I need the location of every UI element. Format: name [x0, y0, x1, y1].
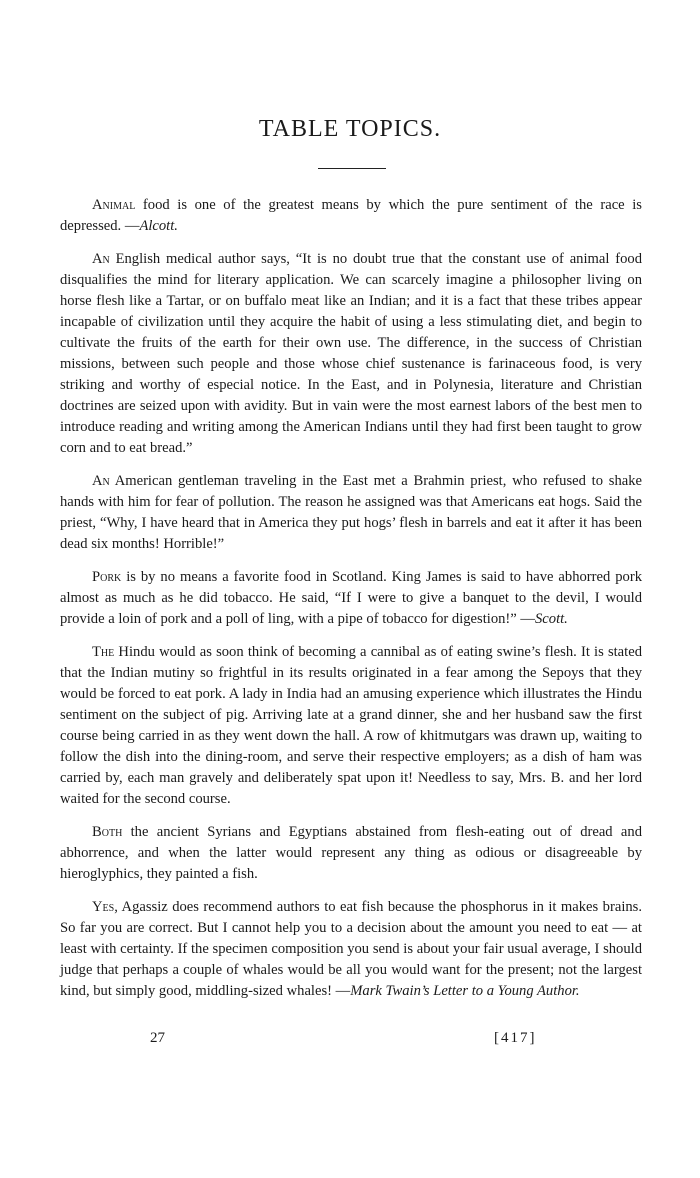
- paragraph-lead: Yes: [92, 899, 115, 915]
- paragraph-text: Hindu would as soon think of becoming a cannibal as of eating swine’s flesh. It is stated that the Indian mutiny so frightful in its results originated in a fear among the Sepoys that they would be forced to eat pork. A lady in India had an amusing experience which illustrates the Hindu sentiment on the subject of pig. Arriving late at a grand dinner, she and her husband saw the first course being carried in as they went down the hall. A row of khitmutgars was drawn up, waiting to follow the dish into the dining-room, and serve their respective employers; as a dish of ham was carried by, each man gravely and deliberately spat upon it! Needless to say, Mrs. B. and her lord waited for the second course.: [60, 644, 642, 807]
- paragraph-citation: Scott.: [535, 611, 568, 627]
- paragraph-citation: Mark Twain’s Letter to a Young Author.: [350, 983, 580, 999]
- paragraph-lead: Animal: [92, 197, 136, 213]
- paragraph-citation: Alcott.: [139, 218, 178, 234]
- paragraph-animal-food: [60, 195, 642, 237]
- paragraph-hindu: [60, 642, 642, 810]
- paragraph-text: is by no means a favorite food in Scotland. King James is said to have abhorred pork almost as much as he did tobacco. He said, “If I were to give a banquet to the devil, I would provide a loin of pork and a poll of ling, with a pipe of tobacco for digestion!” —: [60, 569, 642, 627]
- paragraph-text: , Agassiz does recommend authors to eat fish because the phosphorus in it makes brains. So far you are correct. But I cannot help you to a decision about the amount you need to eat — at least with certainty. If the specimen composition you send is about your fair usual average, I should judge that perhaps a couple of whales would be all you would want for the present; not the largest kind, but simply good, middling-sized whales! —: [60, 899, 642, 999]
- page-footer: [0, 1030, 700, 1054]
- paragraph-english-author: [60, 249, 642, 459]
- paragraph-text: American gentleman traveling in the East met a Brahmin priest, who refused to shake hands with him for fear of pollution. The reason he assigned was that Americans eat hogs. Said the priest, “Why, I have heard that in America they put hogs’ flesh in barrels and eat it after it has been dead six months! Horrible!”: [60, 473, 642, 552]
- page-number: 27: [150, 1030, 165, 1046]
- paragraph-syrians-egyptians: [60, 822, 642, 885]
- paragraph-text: food is one of the greatest means by which the pure sentiment of the race is depressed. —: [60, 197, 642, 234]
- paragraph-agassiz: [60, 897, 642, 1002]
- paragraph-lead: Both: [92, 824, 123, 840]
- paragraph-brahmin-priest: [60, 471, 642, 555]
- paragraph-lead: An: [92, 473, 110, 489]
- paragraph-lead: The: [92, 644, 115, 660]
- paragraph-lead: An: [92, 251, 110, 267]
- title-rule: [318, 168, 386, 169]
- page-title: TABLE TOPICS.: [258, 116, 442, 142]
- body-text: [60, 195, 642, 1014]
- bracketed-page-number: [417]: [494, 1030, 537, 1046]
- paragraph-text: English medical author says, “It is no doubt true that the constant use of animal food disqualifies the mind for literary application. We can scarcely imagine a philosopher living on horse flesh like a Tartar, or on buffalo meat like an Indian; and it is a fact that these tribes appear incapable of civilization until they acquire the habit of using a less stimulating diet, and begin to cultivate the fruits of the earth for their own use. The difference, in the success of Christian missions, between such people and those whose chief sustenance is farinaceous food, is very striking and worthy of especial notice. In the East, and in Polynesia, literature and Christian doctrines are seized upon with avidity. But in vain were the most earnest labors of the best men to introduce reading and writing among the American Indians until they had first been taught to grow corn and to eat bread.”: [60, 251, 642, 456]
- paragraph-text: the ancient Syrians and Egyptians abstained from flesh-eating out of dread and abhorrence, and when the latter would represent any thing as odious or disagreeable by hieroglyphics, they painted a fish.: [60, 824, 642, 882]
- paragraph-lead: Pork: [92, 569, 122, 585]
- paragraph-pork-scotland: [60, 567, 642, 630]
